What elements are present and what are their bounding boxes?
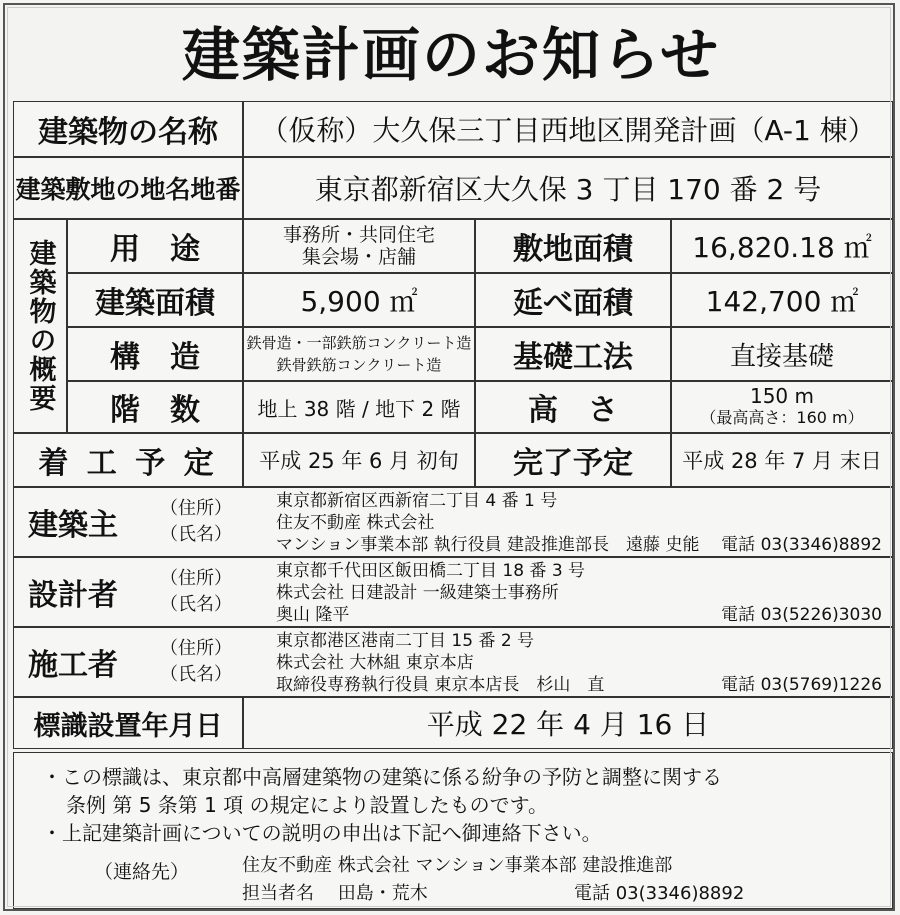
contact-org: 住友不動産 株式会社 マンション事業本部 建設推進部 [242,855,673,876]
structure-value-1: 鉄骨造・一部鉄筋コンクリート造 [246,334,472,352]
floor-area-value: 142,700 ㎡ [671,273,893,327]
owner-phone: 電話 03(3346)8892 [721,535,882,555]
schedule-row [13,433,893,487]
posted-label: 標識設置年月日 [13,697,243,749]
note-line-2: 条例 第 5 条第 1 項 の規定により設置したものです。 [66,793,548,817]
overview-block [13,219,893,433]
address-value: 東京都新宿区大久保 3 丁目 170 番 2 号 [243,157,893,219]
owner-line-1: 東京都新宿区西新宿二丁目 4 番 1 号 [276,491,558,511]
contact-person: 担当者名 田島・荒木 [242,883,428,904]
height-value-2: （最高高さ：160 m） [700,408,864,427]
notice-title: 建築計画のお知らせ [181,21,721,89]
start-value: 平成 25 年 6 月 初旬 [243,433,475,487]
contact-phone: 電話 03(3346)8892 [574,883,745,904]
usage-value-2: 集会場・店舗 [301,246,416,268]
building-area-value: 5,900 ㎡ [243,273,475,327]
foundation-value: 直接基礎 [671,327,893,381]
floors-label: 階 数 [67,381,243,433]
designer-details [276,560,882,624]
builder-line-3: 取締役専務執行役員 東京本店長 杉山 直 電話 03(5769)1226 [276,675,882,695]
builder-phone: 電話 03(5769)1226 [721,675,882,695]
builder-role: 施工者 [28,648,118,683]
builder-sub: （住所） （氏名） [160,638,232,685]
builder-details [276,630,882,694]
height-value [671,381,893,433]
builder-line-1: 東京都港区港南二丁目 15 番 2 号 [276,631,535,651]
designer-line-3: 奥山 隆平 電話 03(5226)3030 [276,605,882,625]
designer-line-1: 東京都千代田区飯田橋二丁目 18 番 3 号 [276,561,586,581]
structure-label: 構 造 [67,327,243,381]
end-label: 完了予定 [475,433,671,487]
owner-role: 建築主 [28,508,118,543]
designer-sub: （住所） （氏名） [160,568,232,615]
designer-phone: 電話 03(5226)3030 [721,605,882,625]
posted-value: 平成 22 年 4 月 16 日 [243,697,893,749]
builder-row [13,627,893,697]
usage-value [243,219,475,273]
overview-side-label-cell [13,219,67,433]
owner-line-2: 住友不動産 株式会社 [276,513,435,533]
posted-row [13,697,893,749]
name-label: 建築物の名称 [13,101,243,157]
owner-row [13,487,893,557]
usage-value-1: 事務所・共同住宅 [282,224,435,246]
overview-side-label: 建築物の概要 [24,239,56,413]
start-label: 着 工 予 定 [13,433,243,487]
designer-row [13,557,893,627]
usage-label: 用 途 [67,219,243,273]
address-label: 建築敷地の地名地番 [13,157,243,219]
owner-sub: （住所） （氏名） [160,498,232,545]
note-line-1: ・この標識は、東京都中高層建築物の建築に係る紛争の予防と調整に関する [42,765,722,789]
notice-board [3,3,895,911]
structure-value-2: 鉄骨鉄筋コンクリート造 [276,356,442,374]
floors-value: 地上 38 階 / 地下 2 階 [243,381,475,433]
designer-line-2: 株式会社 日建設計 一級建築士事務所 [276,583,559,603]
designer-role: 設計者 [28,578,118,613]
name-value: （仮称）大久保三丁目西地区開発計画（A-1 棟） [243,101,893,157]
height-value-1: 150 m [749,384,814,408]
structure-value [243,327,475,381]
site-area-value: 16,820.18 ㎡ [671,219,893,273]
building-area-label: 建築面積 [67,273,243,327]
site-area-label: 敷地面積 [475,219,671,273]
height-label: 高 さ [475,381,671,433]
owner-details [276,490,882,554]
contact-label: （連絡先） [94,861,190,883]
owner-line-3: マンション事業本部 執行役員 建設推進部長 遠藤 史能 電話 03(3346)8892 [276,535,882,555]
builder-line-2: 株式会社 大林組 東京本店 [276,653,474,673]
address-row [13,157,893,219]
foundation-label: 基礎工法 [475,327,671,381]
floor-area-label: 延べ面積 [475,273,671,327]
note-line-3: ・上記建築計画についての説明の申出は下記へ御連絡下さい。 [42,821,602,845]
name-row [13,101,893,157]
notes-box [13,752,893,909]
end-value: 平成 28 年 7 月 末日 [671,433,893,487]
